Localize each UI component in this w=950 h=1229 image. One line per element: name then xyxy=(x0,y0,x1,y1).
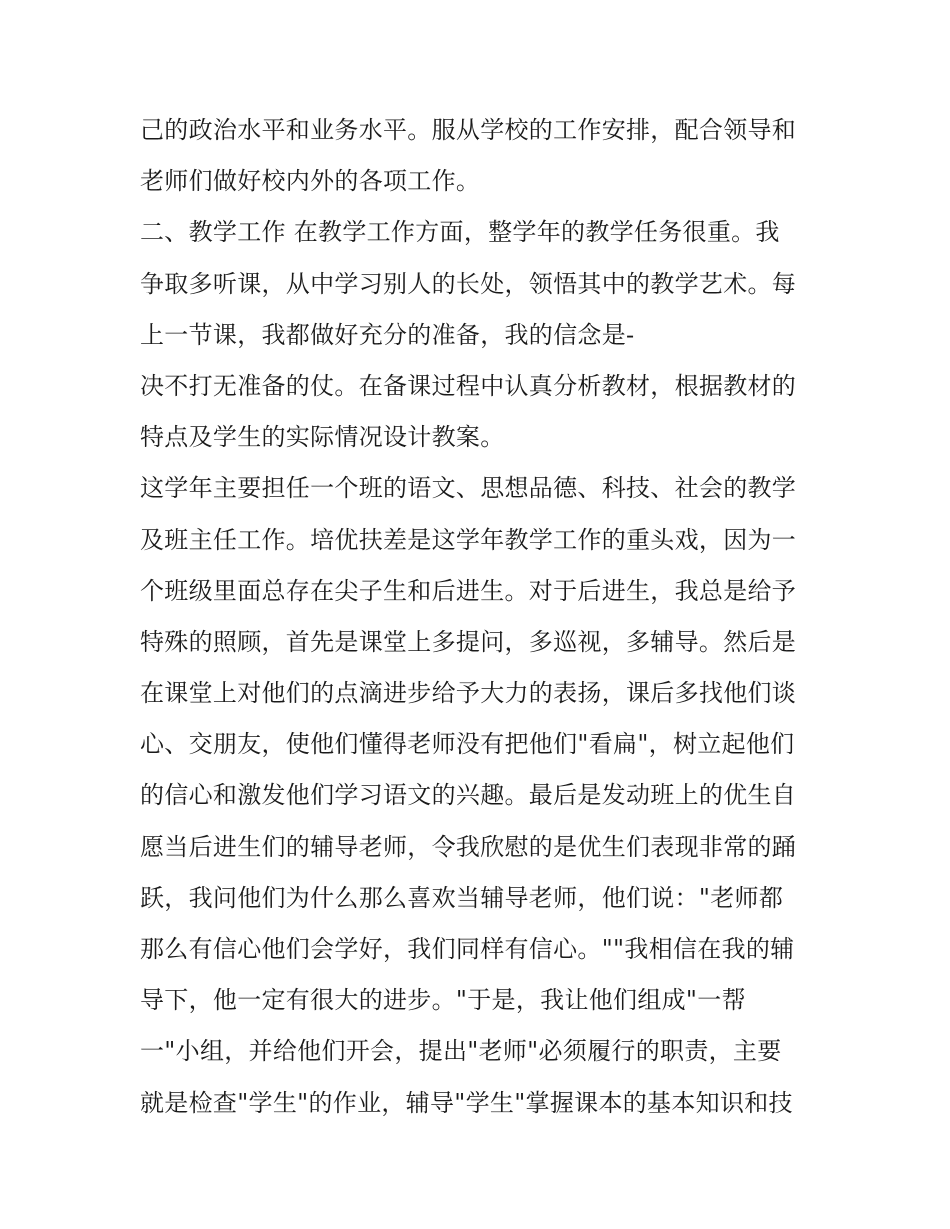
text-line: 导下，他一定有很大的进步。"于是，我让他们组成"一帮 xyxy=(140,986,746,1015)
text-line: 跃，我问他们为什么那么喜欢当辅导老师，他们说："老师都 xyxy=(140,883,784,912)
text-line: 的信心和激发他们学习语文的兴趣。最后是发动班上的优生自 xyxy=(140,781,797,810)
text-line: 这学年主要担任一个班的语文、思想品德、科技、社会的教学 xyxy=(140,474,797,503)
text-line: 及班主任工作。培优扶差是这学年教学工作的重头戏，因为一 xyxy=(140,525,797,554)
text-line: 争取多听课，从中学习别人的长处，领悟其中的教学艺术。每 xyxy=(140,269,797,298)
text-line: 在课堂上对他们的点滴进步给予大力的表扬，课后多找他们谈 xyxy=(140,679,797,708)
text-line: 特殊的照顾，首先是课堂上多提问，多巡视，多辅导。然后是 xyxy=(140,627,797,656)
text-line: 特点及学生的实际情况设计教案。 xyxy=(140,423,505,452)
text-line: 己的政治水平和业务水平。服从学校的工作安排，配合领导和 xyxy=(140,116,797,144)
text-line: 那么有信心他们会学好，我们同样有信心。""我相信在我的辅 xyxy=(140,935,795,963)
text-line: 心、交朋友，使他们懂得老师没有把他们"看扁"，树立起他们 xyxy=(140,730,795,759)
text-line: 就是检查"学生"的作业，辅导"学生"掌握课本的基本知识和技 xyxy=(140,1088,793,1117)
text-line: 上一节课，我都做好充分的准备，我的信念是- xyxy=(140,320,635,349)
text-line: 个班级里面总存在尖子生和后进生。对于后进生，我总是给予 xyxy=(140,576,797,605)
text-line: 决不打无准备的仗。在备课过程中认真分析教材，根据教材的 xyxy=(140,371,797,400)
text-line: 老师们做好校内外的各项工作。 xyxy=(140,167,481,196)
body-text xyxy=(140,105,830,1129)
text-line: 愿当后进生们的辅导老师，令我欣慰的是优生们表现非常的踊 xyxy=(140,832,797,861)
text-line: 二、教学工作 在教学工作方面，整学年的教学任务很重。我 xyxy=(140,218,780,247)
text-line: 一"小组，并给他们开会，提出"老师"必须履行的职责，主要 xyxy=(140,1037,782,1066)
